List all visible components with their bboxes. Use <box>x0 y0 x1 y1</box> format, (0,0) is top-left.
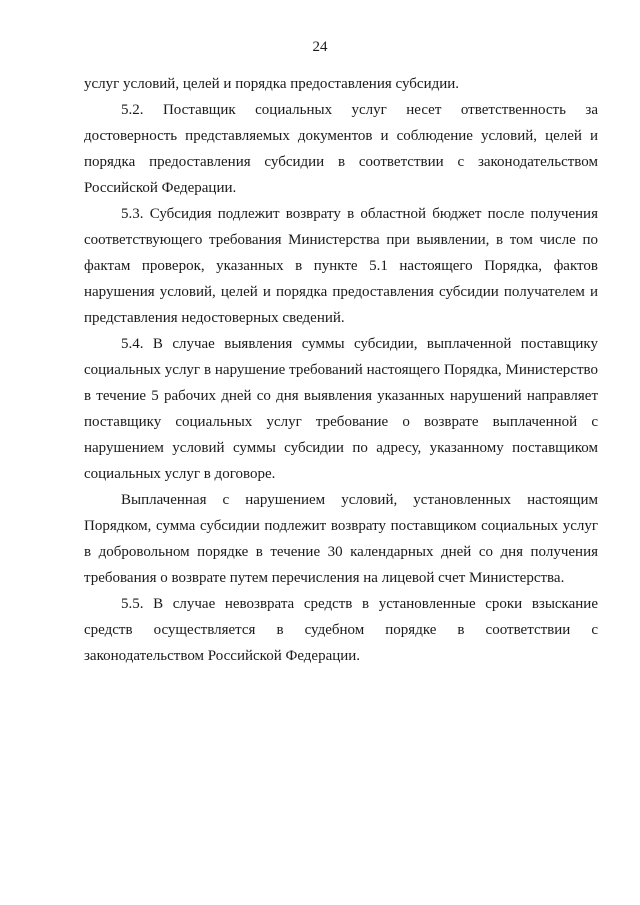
paragraph-5-2: 5.2. Поставщик социальных услуг несет ответственность за достоверность представляемых документов и соблюдение условий, целей и порядка предоставления субсидии в соответствии с законодательством Российской Федерации. <box>84 102 598 196</box>
paragraph-5-3: 5.3. Субсидия подлежит возврату в областной бюджет после получения соответствующего требования Министерства при выявлении, в том числе по фактам проверок, указанных в пункте 5.1 настоящего Порядка, фактов нарушения условий, целей и порядка предоставления субсидии получателем и представления недостоверных сведений. <box>84 206 598 326</box>
paragraph-5-4: 5.4. В случае выявления суммы субсидии, выплаченной поставщику социальных услуг в нарушение требований настоящего Порядка, Министерство в течение 5 рабочих дней со дня выявления указанных нарушений направляет поставщику социальных услуг требование о возврате выплаченной с нарушением условий суммы субсидии по адресу, указанному поставщиком социальных услуг в договоре. <box>84 336 598 482</box>
body-text <box>84 71 598 669</box>
paragraph-5-5: 5.5. В случае невозврата средств в установленные сроки взыскание средств осуществляется в судебном порядке в соответствии с законодательством Российской Федерации. <box>84 596 598 664</box>
page-number: 24 <box>312 39 328 55</box>
paragraph-continuation: услуг условий, целей и порядка предоставления субсидии. <box>84 76 460 92</box>
paragraph-5-4-refund: Выплаченная с нарушением условий, установленных настоящим Порядком, сумма субсидии подлежит возврату поставщиком социальных услуг в добровольном порядке в течение 30 календарных дней со дня получения требования о возврате путем перечисления на лицевой счет Министерства. <box>84 492 598 586</box>
